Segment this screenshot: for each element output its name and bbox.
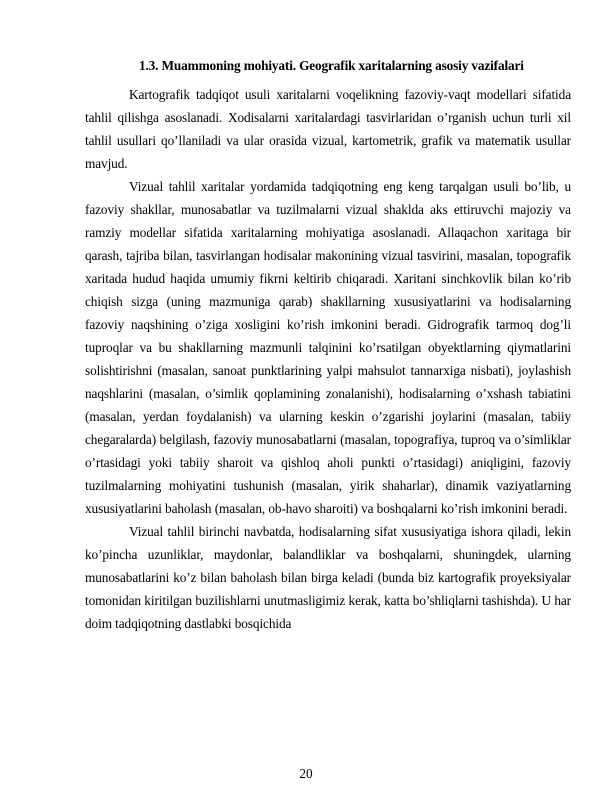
page-number: 20: [299, 766, 313, 781]
section-title: 1.3. Muammoning mohiyati. Geografik xaritalarning asosiy vazifalari: [139, 58, 524, 73]
paragraph-visual-analysis: Vizual tahlil xaritalar yordamida tadqiqotning eng keng tarqalgan usuli bo’lib, u fazoviy shakllar, munosabatlar va tuzilmalarni vizual shaklda aks ettiruvchi majoziy va ramziy modellar sifatida xaritalarning mohiyatiga asoslanadi. Allaqachon xaritaga bir qarash, tajriba bilan, tasvirlangan hodisalar makonining vizual tasvirini, masalan, topografik xaritada hudud haqida umumiy fikrni keltirib chiqaradi. Xaritani sinchkovlik bilan ko’rib chiqish sizga (uning mazmuniga qarab) shakllarning xususiyatlarini va hodisalarning fazoviy naqshining o’ziga xosligini ko’rish imkonini beradi. Gidrografik tarmoq dog’li tuproqlar va bu shakllarning mazmunli talqinini ko’rsatilgan obyektlarning qiymatlarini solishtirishni (masalan, sanoat punktlarining yalpi mahsulot tannarxiga nisbati), joylashish naqshlarini (masalan, o’simlik qoplamining zonalanishi), hodisalarning o’xshash tabiatini (masalan, yerdan foydalanish) va ularning keskin o’zgarishi joylarini (masalan, tabiiy chegaralarda) belgilash, fazoviy munosabatlarni (masalan, topografiya, tuproq va o’simliklar o’rtasidagi yoki tabiiy sharoit va qishloq aholi punkti o’rtasidagi) aniqligini, fazoviy tuzilmalarning mohiyatini tushunish (masalan, yirik shaharlar), dinamik vaziyatlarning xususiyatlarini baholash (masalan, ob-havo sharoiti) va boshqalarni ko’rish imkonini beradi.: [85, 179, 571, 516]
paragraph-visual-analysis-qualities: Vizual tahlil birinchi navbatda, hodisalarning sifat xususiyatiga ishora qiladi, lekin ko’pincha uzunliklar, maydonlar, balandliklar va boshqalarni, shuningdek, ularning munosabatlarini ko’z bilan baholash bilan birga keladi (bunda biz kartografik proyeksiyalar tomonidan kiritilgan buzilishlarni unutmasligimiz kerak, katta bo’shliqlarni tashishda). U har doim tadqiqotning dastlabki bosqichida: [85, 524, 571, 631]
paragraph-cartographic-method: Kartografik tadqiqot usuli xaritalarni voqelikning fazoviy-vaqt modellari sifatida tahlil qilishga asoslanadi. Xodisalarni xaritalardagi tasvirlaridan o’rganish uchun turli xil tahlil usullari qo’llaniladi va ular orasida vizual, kartometrik, grafik va matematik usullar mavjud.: [85, 87, 571, 171]
body-text: [85, 83, 571, 635]
